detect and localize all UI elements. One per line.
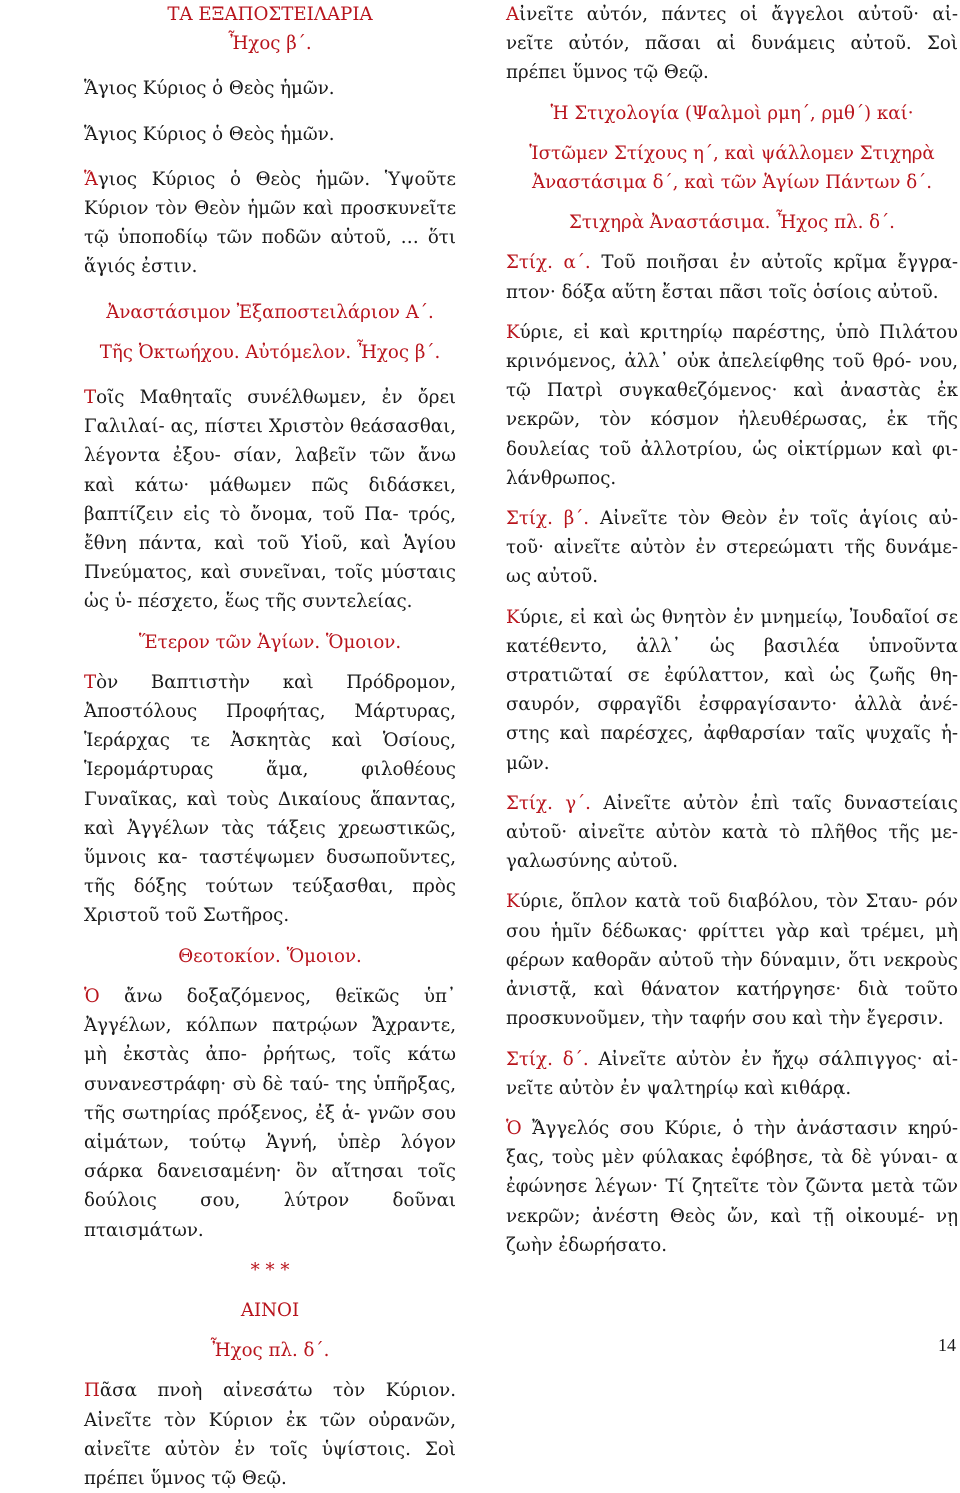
left-column [84,0,456,1493]
page-number: 14 [938,1335,956,1355]
drop-letter: Κ [506,891,520,913]
hymn-ton-baptistin [84,668,456,931]
sticheron-4 [506,1114,958,1260]
agios-verse-3 [84,165,456,282]
stichos-text: Αἰνεῖτε αὐτὸν ἐν ἤχῳ σάλπιγγος· αἰ- νεῖτε αὐτὸν ἐν ψαλτηρίῳ καὶ κιθάρᾳ. [506,1048,958,1099]
drop-letter: Ὁ [506,1117,522,1139]
hymn-o-ano [84,982,456,1245]
sticheron-1 [506,318,958,493]
stichos-3 [506,789,958,877]
sticheron-text: ύριε, ὅπλον κατὰ τοῦ διαβόλου, τὸν Σταυ- ρόν σου ἡμῖν δέδωκας· φρίττει γὰρ καὶ τρέμει, μὴ φέρων καθορᾶν αὐτοῦ τὴν δύναμιν, ὅτι νεκροὺς ἀνιστᾷ, καὶ θάνατον κατήργησε· διὰ τοῦτο προσκυνοῦμεν, τὴν ταφήν σου καὶ τὴν ἔγερσιν. [506,891,958,1030]
ainoi-title: ΑΙΝΟΙ [240,1299,300,1321]
heteron-heading: Ἕτερον τῶν Ἁγίων. Ὅμοιον. [138,631,402,653]
ainoi-tone: Ἦχος πλ. δ΄. [210,1340,330,1362]
hymn-ton-text: ὸν Βαπτιστὴν καὶ Πρόδρομον, Ἀποστόλους Προφήτας, Μάρτυρας, Ἱεράρχας τε Ἀσκητὰς καὶ Ὁσίους, Ἱερομάρτυρας ἅμα, φιλοθέους Γυναῖκας, καὶ τοὺς Δικαίους ἅπαντας, καὶ Ἀγγέλων τὰς τάξεις χρεωστικῶς, ὕμνοις κα- ταστέψωμεν δυσωποῦντες, τῆς δόξης τούτων τεύξασθαι, πρὸς Χριστοῦ τοῦ Σωτῆρος. [84,671,456,927]
istomen-heading: Ἱστῶμεν Στίχους η΄, καὶ ψάλλομεν Στιχηρὰ Ἀναστάσιμα δ΄, καὶ τῶν Ἁγίων Πάντων δ΄. [529,142,935,194]
stichos-2 [506,504,958,592]
oktoichos-heading: Τῆς Ὀκτωήχου. Αὐτόμελον. Ἦχος β΄. [99,341,441,363]
verse-ainete-text: ἰνεῖτε αὐτόν, πάντες οἱ ἄγγελοι αὐτοῦ· αἰ- νεῖτε αὐτόν, πᾶσαι αἱ δυνάμεις αὐτοῦ. Σοὶ πρέπει ὕμνος τῷ Θεῷ. [506,4,958,84]
stichos-label: Στίχ. δ΄. [506,1048,589,1070]
exaposteilaria-title: ΤΑ ΕΞΑΠΟΣΤΕΙΛΑΡΙΑ [167,4,373,25]
drop-letter: Ἅ [84,168,98,190]
anastasimon-heading: Ἀναστάσιμον Ἐξαποστειλάριον Α΄. [106,301,434,323]
stichos-text: Τοῦ ποιῆσαι ἐν αὐτοῖς κρῖμα ἔγγρα- πτον· δόξα αὕτη ἔσται πᾶσι τοῖς ὁσίοις αὐτοῦ. [506,252,958,303]
hymn-tois-mathetais [84,383,456,617]
section-separator: * * * [250,1259,290,1281]
hymn-tois-text: οῖς Μαθηταῖς συνέλθωμεν, ἐν ὄρει Γαλιλαί- ας, πίστει Χριστὸν θεάσασθαι, λέγοντα ἐξου- σίαν, λαβεῖν τῶν ἄνω καὶ κάτω· μάθωμεν πῶς διδάσκει, βαπτίζειν εἰς τὸ ὄνομα, τοῦ Πα- τρός, ἔθνη πάντα, καὶ τοῦ Υἱοῦ, καὶ Ἁγίου Πνεύματος, καὶ συνεῖναι, τοῖς μύσταις ὡς ὑ- πέσχετο, ἕως τῆς συντελείας. [84,387,456,613]
sticheron-heading: Στιχηρὰ Ἀναστάσιμα. Ἦχος πλ. δ΄. [569,212,895,234]
stichologia-heading: Ἡ Στιχολογία (Ψαλμοὶ ρμη΄, ρμθ΄) καί· [550,102,914,124]
exaposteilaria-tone: Ἦχος β΄. [228,33,312,55]
verse-pasa-pnoi [84,1376,456,1493]
stichos-1 [506,248,958,306]
theotokion-heading: Θεοτοκίον. Ὅμοιον. [178,945,362,967]
drop-letter: Τ [84,671,97,693]
sticheron-3 [506,887,958,1033]
drop-letter: Ὁ [84,985,100,1007]
verse-pasa-text: ᾶσα πνοὴ αἰνεσάτω τὸν Κύριον. Αἰνεῖτε τὸν Κύριον ἐκ τῶν οὐρανῶν, αἰνεῖτε αὐτὸν ἐν τοῖς ὑψίστοις. Σοὶ πρέπει ὕμνος τῷ Θεῷ. [84,1380,456,1489]
hymn-o-ano-text: ἄνω δοξαζόμενος, θεϊκῶς ὑπ᾿ Ἀγγέλων, κόλπων πατρῴων Ἄχραντε, μὴ ἐκστὰς ἀπο- ῤρήτως, τοῖς κάτω συνανεστράφη· σὺ δὲ ταύ- της ὑπῆρξας, τῆς σωτηρίας πρόξενος, ἐξ ἁ- γνῶν σου αἱμάτων, τούτῳ Ἁγνή, ὑπὲρ λόγον σάρκα δανεισαμένη· ὃν αἴτησαι τοῖς δούλοις σου, λύτρον δοῦναι πταισμάτων. [84,985,456,1241]
drop-letter: Κ [506,606,520,628]
stichos-4 [506,1045,958,1103]
stichos-text: Αἰνεῖτε αὐτὸν ἐπὶ ταῖς δυναστείαις αὐτοῦ· αἰνεῖτε αὐτὸν κατὰ τὸ πλῆθος τῆς με- γαλωσύνης αὐτοῦ. [506,792,958,873]
sticheron-text: ύριε, εἰ καὶ κριτηρίῳ παρέστης, ὑπὸ Πιλάτου κρινόμενος, ἀλλ᾿ οὐκ ἀπελείφθης τοῦ θρό- νου, τῷ Πατρὶ συγκαθεζόμενος· καὶ ἀναστὰς ἐκ νεκρῶν, τὸν κόσμον ἠλευθέρωσας, ἐκ τῆς δουλείας τοῦ ἀλλοτρίου, ὡς οἰκτίρμων καὶ φι- λάνθρωπος. [506,321,958,489]
stichos-label: Στίχ. β΄. [506,508,590,530]
drop-letter: Κ [506,321,520,343]
stichos-label: Στίχ. γ΄. [506,792,591,814]
drop-letter: Τ [84,387,97,409]
verse-ainete [506,0,958,88]
sticheron-text: ύριε, εἰ καὶ ὡς θνητὸν ἐν μνημείῳ, Ἰουδαῖοί σε κατέθεντο, ἀλλ᾿ ὡς βασιλέα ὑπνοῦντα στρατιῶταί σε ἐφύλαττον, καὶ ὡς ζωῆς θη- σαυρόν, σφραγῖδι ἐσφραγίσαντο· ἀλλὰ ἀνέ- στης καὶ παρέσχες, ἀφθαρσίαν ταῖς ψυχαῖς ἡ- μῶν. [506,606,958,774]
agios-line-2: Ἅγιος Κύριος ὁ Θεὸς ἡμῶν. [84,123,335,145]
agios-verse-3-text: γιος Κύριος ὁ Θεὸς ἡμῶν. Ὑψοῦτε Κύριον τὸν Θεὸν ἡμῶν καὶ προσκυνεῖτε τῷ ὑποποδίῳ τῶν ποδῶν αὐτοῦ, … ὅτι ἅγιός ἐστιν. [84,168,456,278]
stichos-text: Αἰνεῖτε τὸν Θεὸν ἐν τοῖς ἁγίοις αὐ- τοῦ· αἰνεῖτε αὐτὸν ἐν στερεώματι τῆς δυνάμε- ως αὐτοῦ. [506,508,958,588]
right-column [506,0,958,1260]
drop-letter: Π [84,1380,100,1402]
sticheron-2 [506,603,958,778]
sticheron-text: Ἄγγελός σου Κύριε, ὁ τὴν ἀνάστασιν κηρύ- ξας, τοὺς μὲν φύλακας ἐφόβησε, τὰ δὲ γύναι- α ἐφώνησε λέγων· Τί ζητεῖτε τὸν ζῶντα μετὰ τῶν νεκρῶν; ἀνέστη Θεὸς ὤν, καὶ τῇ οἰκουμέ- νῃ ζωὴν ἐδωρήσατο. [506,1117,958,1256]
stichos-label: Στίχ. α΄. [506,252,591,274]
agios-line-1: Ἅγιος Κύριος ὁ Θεὸς ἡμῶν. [84,78,335,100]
drop-letter: Α [506,4,520,25]
